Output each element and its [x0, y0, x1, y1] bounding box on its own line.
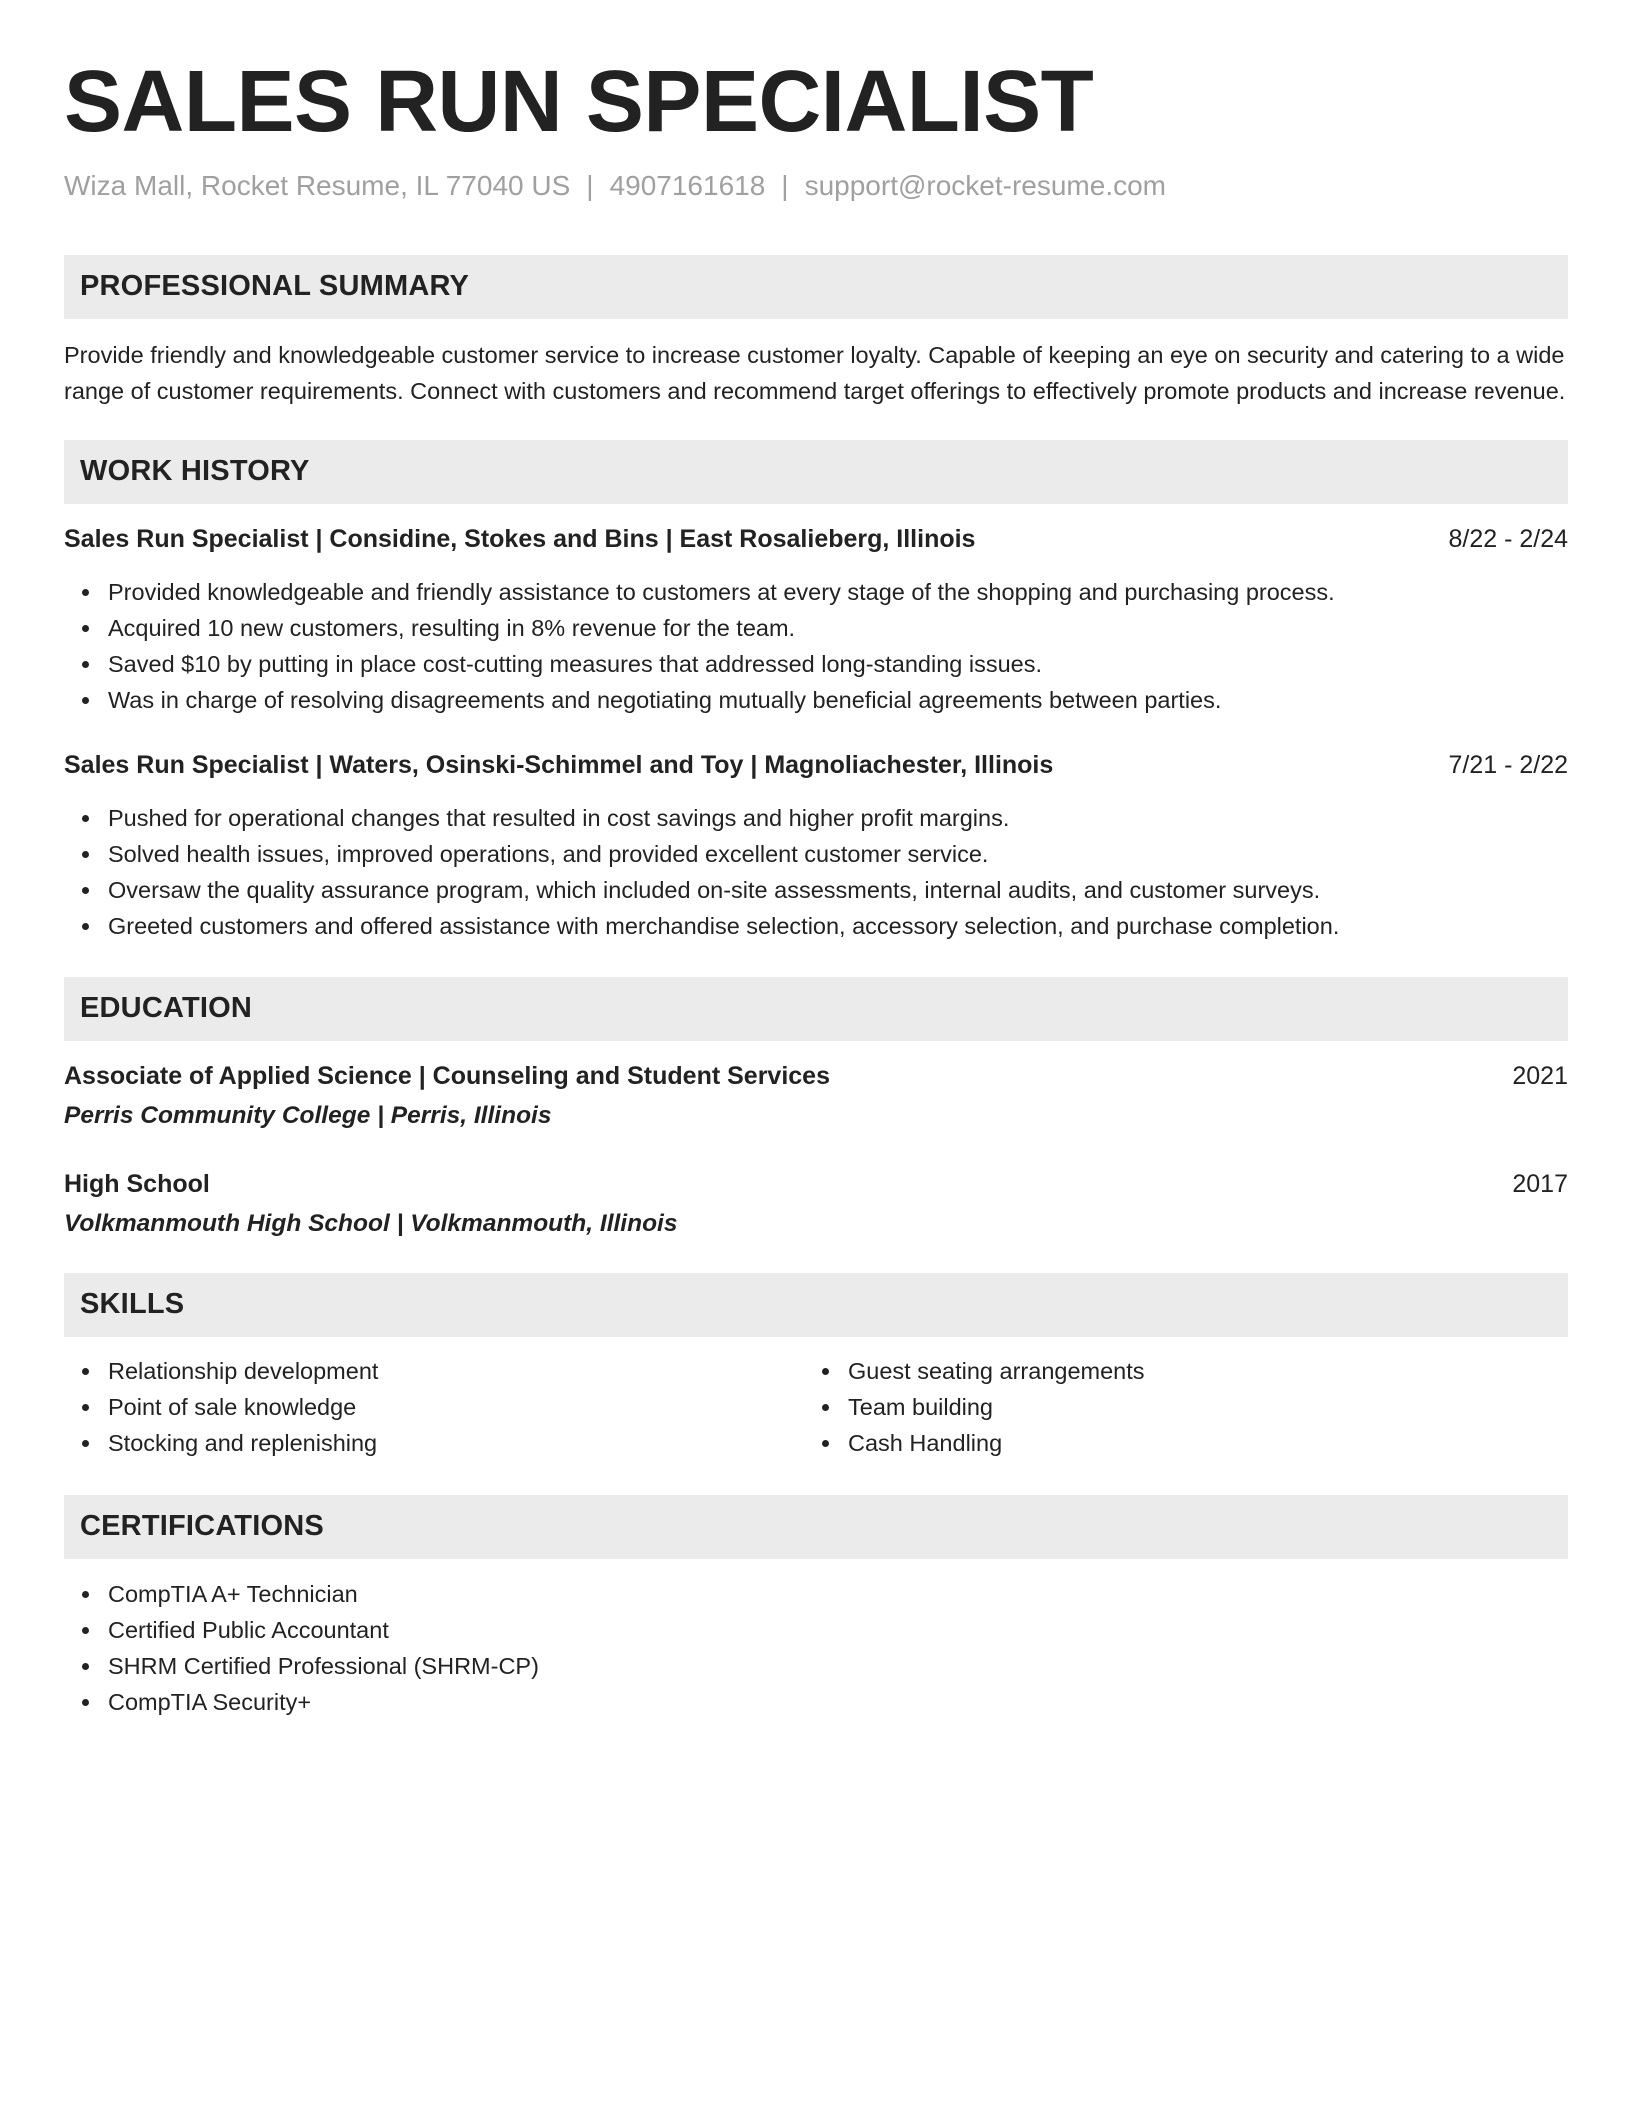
list-item: Oversaw the quality assurance program, which included on-site assessments, internal audits, and customer surveys. [64, 872, 1568, 908]
education-school: Volkmanmouth High School | Volkmanmouth, Illinois [64, 1209, 678, 1237]
list-item: CompTIA A+ Technician [64, 1576, 1568, 1612]
list-item: Solved health issues, improved operations, and provided excellent customer service. [64, 836, 1568, 872]
section-header-skills: SKILLS [64, 1273, 1568, 1337]
list-item: Saved $10 by putting in place cost-cutting measures that addressed long-standing issues. [64, 646, 1568, 682]
education-degree: Associate of Applied Science | Counseling and Student Services [64, 1061, 830, 1090]
contact-phone: 4907161618 [609, 170, 766, 201]
contact-address: Wiza Mall, Rocket Resume, IL 77040 US [64, 170, 571, 201]
education-entry-header [64, 1169, 1568, 1199]
contact-separator: | [781, 170, 789, 201]
section-header-work-history: WORK HISTORY [64, 440, 1568, 504]
skills-list-left [64, 1353, 804, 1461]
education-year: 2021 [1512, 1061, 1568, 1090]
job-entry-header [64, 524, 1568, 554]
certifications-block [64, 1576, 1568, 1720]
list-item: Was in charge of resolving disagreements and negotiating mutually beneficial agreements between parties. [64, 682, 1568, 718]
section-header-education: EDUCATION [64, 977, 1568, 1041]
contact-separator: | [586, 170, 594, 201]
certifications-list [64, 1576, 1568, 1720]
list-item: Certified Public Accountant [64, 1612, 1568, 1648]
summary-text: Provide friendly and knowledgeable customer service to increase customer loyalty. Capable of keeping an eye on security and catering to a wide range of customer requirements. Connect with customers and recommend target offerings to effectively promote products and increase revenue. [64, 341, 1566, 404]
skills-columns [64, 1353, 1568, 1461]
contact-line [64, 169, 1568, 203]
list-item: Guest seating arrangements [804, 1353, 1544, 1389]
job-bullets [64, 800, 1568, 944]
section-header-summary: PROFESSIONAL SUMMARY [64, 255, 1568, 319]
list-item: Point of sale knowledge [64, 1389, 804, 1425]
education-year: 2017 [1512, 1169, 1568, 1198]
list-item: Cash Handling [804, 1425, 1544, 1461]
education-school: Perris Community College | Perris, Illinois [64, 1101, 552, 1129]
job-title: Sales Run Specialist | Considine, Stokes and Bins | East Rosalieberg, Illinois [64, 524, 976, 553]
job-dates: 8/22 - 2/24 [1448, 524, 1568, 553]
job-title: Sales Run Specialist | Waters, Osinski-Schimmel and Toy | Magnoliachester, Illinois [64, 750, 1054, 779]
list-item: Stocking and replenishing [64, 1425, 804, 1461]
job-entry-header [64, 750, 1568, 780]
list-item: Greeted customers and offered assistance with merchandise selection, accessory selection, and purchase completion. [64, 908, 1568, 944]
job-dates: 7/21 - 2/22 [1448, 750, 1568, 779]
list-item: CompTIA Security+ [64, 1684, 1568, 1720]
section-header-certifications: CERTIFICATIONS [64, 1495, 1568, 1559]
resume-name: SALES RUN SPECIALIST [64, 53, 1094, 150]
list-item: Provided knowledgeable and friendly assistance to customers at every stage of the shopping and purchasing process. [64, 574, 1568, 610]
education-degree: High School [64, 1169, 210, 1198]
education-entry-header [64, 1061, 1568, 1091]
list-item: Acquired 10 new customers, resulting in 8% revenue for the team. [64, 610, 1568, 646]
job-bullets [64, 574, 1568, 718]
list-item: Team building [804, 1389, 1544, 1425]
list-item: SHRM Certified Professional (SHRM-CP) [64, 1648, 1568, 1684]
skills-list-right [804, 1353, 1544, 1461]
contact-email: support@rocket-resume.com [804, 170, 1167, 201]
list-item: Pushed for operational changes that resulted in cost savings and higher profit margins. [64, 800, 1568, 836]
list-item: Relationship development [64, 1353, 804, 1389]
